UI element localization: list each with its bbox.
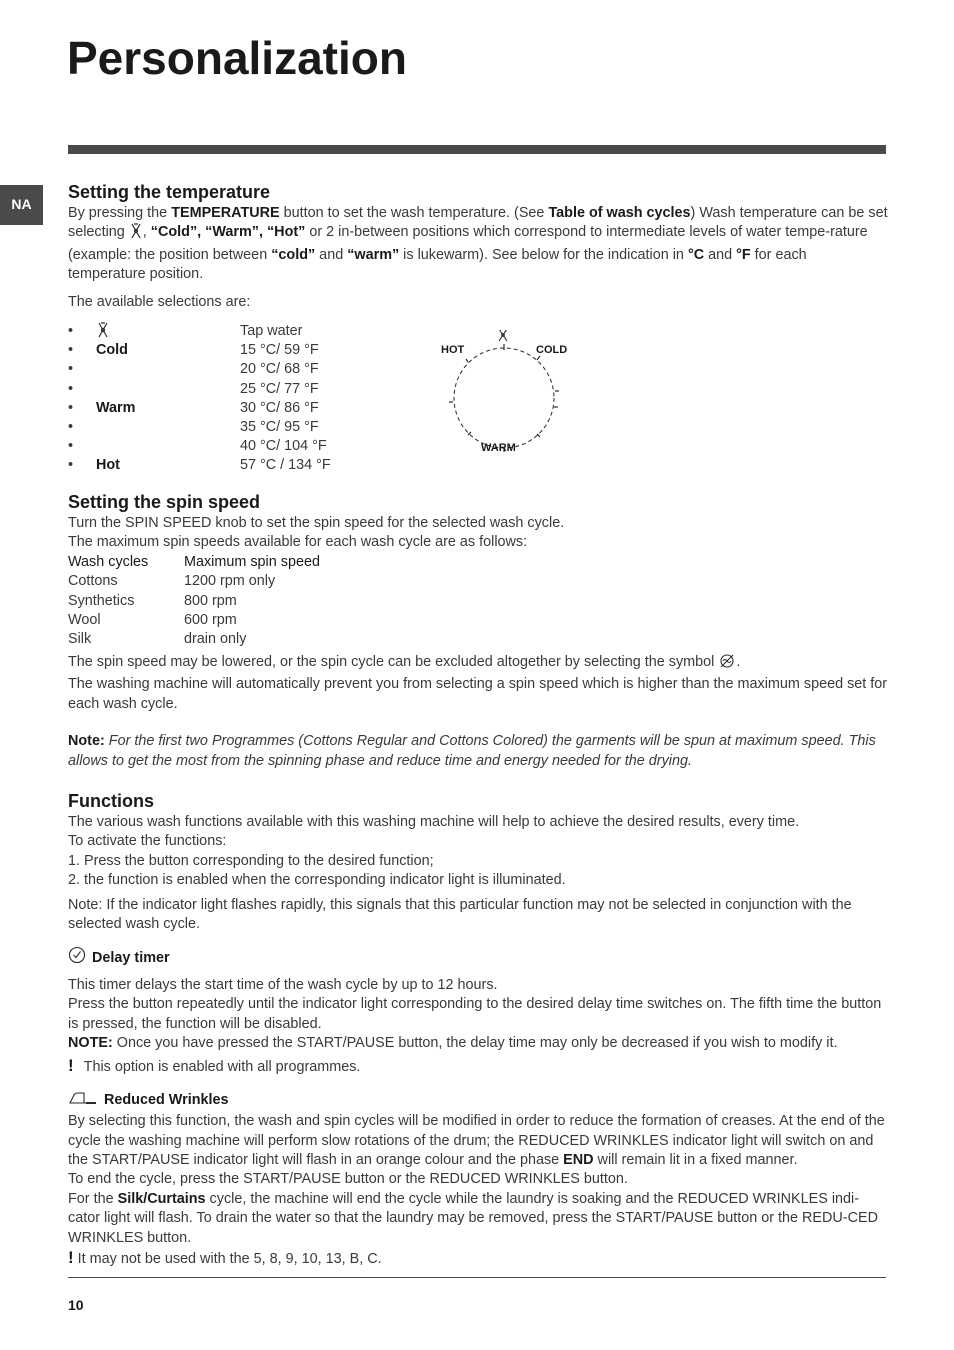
temperature-selections <box>68 322 888 482</box>
table-row: Silk drain only <box>68 631 247 648</box>
dial-warm-label: WARM <box>481 442 516 455</box>
wrinkles-p3: For the Silk/Curtains cycle, the machine will end the cycle while the laundry is soaking and the REDUCED WRINKLES indi-cator light will flash. To drain the water so that the laundry may be removed, press the START/PAUSE button or the REDU-CED WRINKLES button. <box>68 1190 878 1246</box>
iron-icon <box>68 1090 98 1112</box>
wrinkles-warning: ! It may not be used with the 5, 8, 9, 10, 13, B, C. <box>68 1248 382 1268</box>
functions-p3: 1. Press the button corresponding to the desired function; <box>68 852 434 869</box>
spin-note: Note: For the first two Programmes (Cottons Regular and Cottons Colored) the garments will be spun at maximum speed. This allows to get the most from the spinning phase and reduce time and energy needed for the drying. <box>68 733 876 769</box>
table-row: Synthetics 800 rpm <box>68 592 237 609</box>
delay-timer-icon <box>68 946 86 970</box>
wrinkles-p1: By selecting this function, the wash and spin cycles will be modified in order to reduce the formation of creases. At the end of the cycle the washing machine will perform slow rotations of the drum; the REDUCED WRINKLES indicator light will switch on and the START/PAUSE indicator light will flash in an orange colour and the phase END will remain lit in a fixed manner. <box>68 1113 885 1168</box>
delay-p1: This timer delays the start time of the wash cycle by up to 12 hours. <box>68 976 498 993</box>
temperature-heading: Setting the temperature <box>68 182 271 202</box>
tap-water-icon <box>129 223 143 245</box>
list-item: • 25 °C/ 77 °F <box>68 380 319 397</box>
temperature-dial-diagram <box>440 330 590 460</box>
spin-p4: The washing machine will automatically prevent you from selecting a spin speed which is higher than the maximum speed set for each wash cycle. <box>68 676 888 712</box>
table-header: Wash cycles Maximum spin speed <box>68 553 320 570</box>
warning-mark: ! <box>68 1248 74 1268</box>
list-item: • 20 °C/ 68 °F <box>68 361 319 378</box>
delay-timer-heading: Delay timer <box>68 946 888 970</box>
functions-p4: 2. the function is enabled when the corresponding indicator light is illuminated. <box>68 872 566 889</box>
delay-note: NOTE: Once you have pressed the START/PAUSE button, the delay time may only be decreased if you wish to modify it. <box>68 1034 838 1051</box>
temperature-intro: By pressing the TEMPERATURE button to set the wash temperature. (See Table of wash cycles) Wash temperature can be set selecting , “Cold”, “Warm”, “Hot” or 2 in-between positions which correspond to intermediate levels of water tempe-rature (example: the position between “cold” and “warm” is lukewarm). See below for the indication in °C and °F for each temperature position. <box>68 205 888 283</box>
spin-p3: The spin speed may be lowered, or the spin cycle can be excluded altogether by selecting the symbol . <box>68 653 888 675</box>
tap-water-icon <box>499 330 507 341</box>
footer-rule <box>68 1277 886 1278</box>
functions-note: Note: If the indicator light flashes rapidly, this signals that this particular function may not be selected in conjunction with the selected wash cycle. <box>68 896 852 932</box>
list-item: • Hot 57 °C / 134 °F <box>68 457 331 474</box>
list-item: • Cold 15 °C/ 59 °F <box>68 342 319 359</box>
functions-heading: Functions <box>68 790 154 811</box>
page-title: Personalization <box>67 32 407 84</box>
warning-mark: ! <box>68 1056 74 1076</box>
list-item: • 40 °C/ 104 °F <box>68 438 327 455</box>
spin-p2: The maximum spin speeds available for each wash cycle are as follows: <box>68 534 528 551</box>
spin-speed-table <box>68 553 320 650</box>
available-selections-text: The available selections are: <box>68 293 251 310</box>
delay-p2: Press the button repeatedly until the indicator light corresponding to the desired delay time switches on. The fifth time the button is pressed, the function will be disabled. <box>68 996 882 1032</box>
wrinkles-p2: To end the cycle, press the START/PAUSE button or the REDUCED WRINKLES button. <box>68 1171 628 1188</box>
dial-cold-label: COLD <box>536 344 568 357</box>
list-item: • Tap water <box>68 322 368 341</box>
region-tab <box>0 185 43 225</box>
region-tab-label: NA <box>11 196 32 213</box>
table-row: Wool 600 rpm <box>68 612 237 629</box>
tap-water-icon <box>96 322 110 342</box>
selection-list <box>68 322 368 476</box>
reduced-wrinkles-heading: Reduced Wrinkles <box>68 1090 888 1112</box>
page-number: 10 <box>68 1297 84 1313</box>
functions-p2: To activate the functions: <box>68 833 227 850</box>
page-content <box>68 180 888 1269</box>
list-item: • Warm 30 °C/ 86 °F <box>68 399 319 416</box>
header-rule <box>68 145 886 154</box>
functions-p1: The various wash functions available with this washing machine will help to achieve the desired results, every time. <box>68 813 800 830</box>
no-spin-icon <box>718 653 736 675</box>
list-item: • 35 °C/ 95 °F <box>68 418 319 435</box>
table-row: Cottons 1200 rpm only <box>68 573 276 590</box>
dial-hot-label: HOT <box>441 344 465 357</box>
delay-warning: ! This option is enabled with all programmes. <box>68 1056 361 1076</box>
spin-p1: Turn the SPIN SPEED knob to set the spin speed for the selected wash cycle. <box>68 515 565 532</box>
spin-speed-heading: Setting the spin speed <box>68 492 261 513</box>
